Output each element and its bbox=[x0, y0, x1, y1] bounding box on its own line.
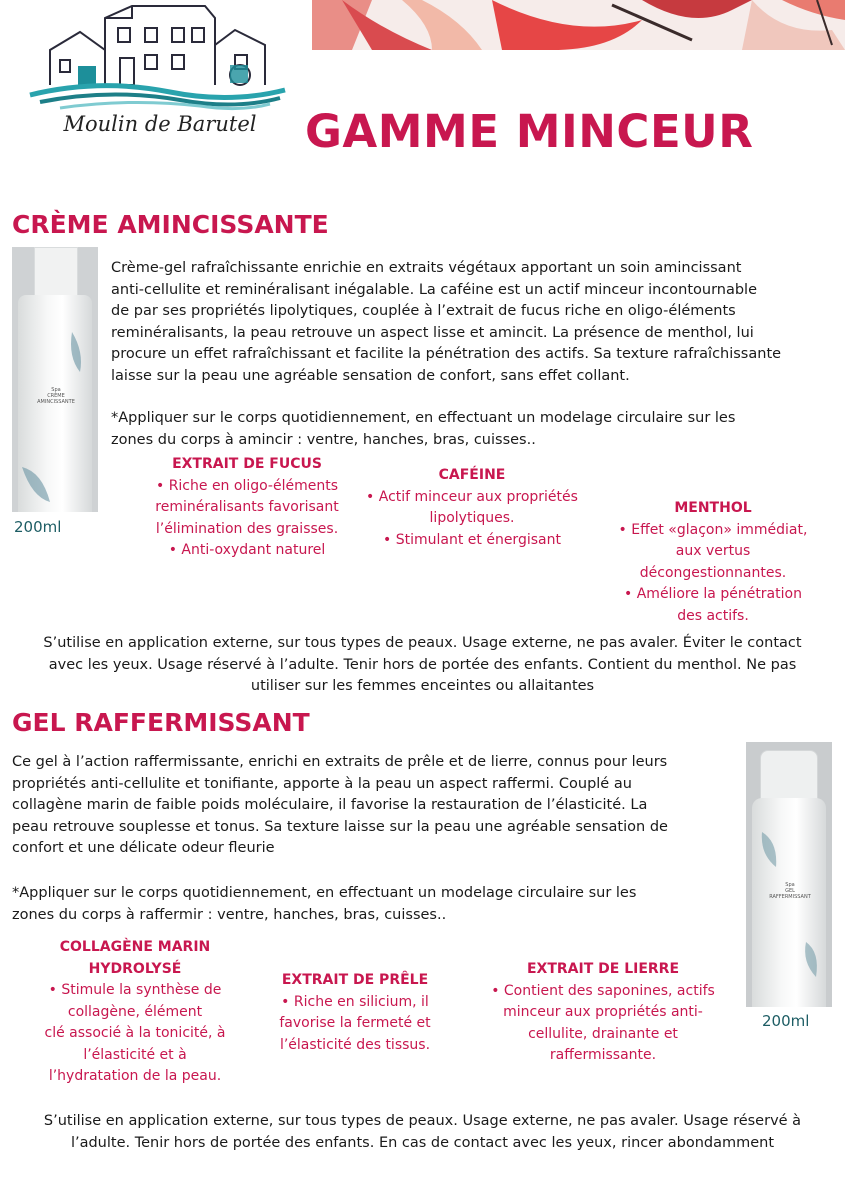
feature-line: l’hydratation de la peau. bbox=[48, 1068, 222, 1084]
description-line: confort et une délicate odeur fleurie bbox=[12, 840, 275, 856]
feature-line: cellulite, drainante et bbox=[528, 1025, 678, 1042]
usage-instructions bbox=[111, 408, 831, 451]
bottle-cap bbox=[760, 750, 818, 802]
feature-title: EXTRAIT DE FUCUS bbox=[172, 456, 322, 472]
feature-menthol bbox=[598, 498, 828, 627]
feature-line: • Améliore la pénétration bbox=[624, 586, 802, 602]
description-line: peau retrouve souplesse et tonus. Sa texture laisse sur la peau une agréable sensation de bbox=[12, 818, 668, 835]
label-line: RAFFERMISSANT bbox=[769, 894, 811, 900]
feature-line: l’élasticité des tissus. bbox=[279, 1036, 431, 1053]
feature-collagene bbox=[10, 937, 260, 1088]
feature-title: CAFÉINE bbox=[438, 467, 506, 483]
notice-line: S’utilise en application externe, sur tous types de peaux. Usage externe, ne pas avaler. Éviter le contact bbox=[43, 635, 802, 651]
safety-notice bbox=[0, 633, 845, 698]
bottle-label bbox=[28, 387, 84, 405]
feature-line: collagène, élément bbox=[67, 1003, 203, 1020]
usage-line: *Appliquer sur le corps quotidiennement, en effectuant un modelage circulaire sur les bbox=[12, 885, 637, 901]
notice-line: avec les yeux. Usage réservé à l’adulte. Tenir hors de portée des enfants. Contient du menthol. Ne pas bbox=[48, 656, 797, 673]
usage-line: *Appliquer sur le corps quotidiennement, en effectuant un modelage circulaire sur les bbox=[111, 410, 736, 426]
product-description bbox=[111, 258, 841, 387]
label-line: AMINCISSANTE bbox=[37, 399, 75, 405]
description-line: Ce gel à l’action raffermissante, enrichi en extraits de prêle et de lierre, connus pour leurs bbox=[12, 754, 668, 770]
feature-line: • Contient des saponines, actifs bbox=[491, 982, 715, 999]
usage-line: zones du corps à amincir : ventre, hanches, bras, cuisses.. bbox=[111, 431, 536, 448]
usage-line: zones du corps à raffermir : ventre, hanches, bras, cuisses.. bbox=[12, 906, 447, 923]
product-size: 200ml bbox=[762, 1012, 810, 1030]
safety-notice bbox=[0, 1111, 845, 1154]
product-title: GEL RAFFERMISSANT bbox=[12, 708, 310, 737]
feature-line: • Stimule la synthèse de bbox=[48, 982, 222, 998]
description-line: de par ses propriétés lipolytiques, couplée à l’extrait de fucus riche en oligo-éléments bbox=[111, 303, 736, 319]
product-size: 200ml bbox=[14, 518, 62, 536]
description-line: laisse sur la peau une agréable sensation de confort, sans effet collant. bbox=[111, 367, 630, 384]
feature-line: l’élimination des graisses. bbox=[155, 520, 339, 537]
feature-line: raffermissante. bbox=[549, 1047, 657, 1063]
feature-line: • Stimulant et énergisant bbox=[383, 531, 561, 548]
product-description bbox=[12, 752, 732, 860]
description-line: procure un effet rafraîchissant et facilite la pénétration des actifs. Sa texture rafraîchissante bbox=[111, 346, 782, 362]
label-brand: Spa bbox=[51, 387, 61, 393]
feature-line: favorise la fermeté et bbox=[279, 1015, 431, 1031]
bottle-label bbox=[762, 882, 818, 900]
notice-line: utiliser sur les femmes enceintes ou allaitantes bbox=[250, 678, 595, 694]
feature-prele bbox=[250, 970, 460, 1056]
feature-line: • Anti-oxydant naturel bbox=[168, 542, 326, 558]
label-brand: Spa bbox=[785, 882, 795, 888]
leaf-pattern bbox=[756, 832, 822, 982]
feature-line: • Actif minceur aux propriétés bbox=[366, 488, 578, 505]
description-line: propriétés anti-cellulite et tonifiante, apporte à la peau un aspect raffermi. Couplé au bbox=[12, 775, 632, 792]
feature-title: EXTRAIT DE PRÊLE bbox=[281, 972, 429, 988]
feature-title: EXTRAIT DE LIERRE bbox=[526, 961, 680, 977]
description-line: collagène marin de faible poids moléculaire, il favorise la restauration de l’élasticité. La bbox=[12, 797, 648, 813]
feature-line: minceur aux propriétés anti- bbox=[503, 1004, 703, 1020]
feature-line: l’élasticité et à bbox=[83, 1046, 187, 1063]
description-line: Crème-gel rafraîchissante enrichie en extraits végétaux apportant un soin amincissant bbox=[111, 260, 742, 276]
product-photo bbox=[12, 247, 98, 512]
notice-line: S’utilise en application externe, sur tous types de peaux. Usage externe, ne pas avaler. Usage réservé à bbox=[43, 1113, 802, 1129]
label-line: GEL bbox=[785, 888, 795, 894]
description-line: anti-cellulite et reminéralisant inégalable. La caféine est un actif minceur incontournable bbox=[111, 281, 758, 298]
feature-line: lipolytiques. bbox=[429, 510, 515, 526]
flower-decoration bbox=[312, 0, 845, 50]
feature-lierre bbox=[468, 959, 738, 1067]
feature-line: • Riche en silicium, il bbox=[281, 993, 429, 1010]
leaf-pattern bbox=[22, 332, 88, 507]
bottle-cap bbox=[34, 247, 78, 297]
feature-line: clé associé à la tonicité, à bbox=[44, 1025, 226, 1041]
feature-line: reminéralisants favorisant bbox=[155, 499, 339, 515]
usage-instructions bbox=[12, 883, 732, 926]
page-title: GAMME MINCEUR bbox=[305, 105, 754, 158]
feature-title: MENTHOL bbox=[674, 500, 752, 516]
logo-text: Moulin de Barutel bbox=[63, 112, 257, 136]
feature-line: aux vertus bbox=[675, 543, 751, 559]
feature-cafeine bbox=[337, 465, 607, 551]
label-line: CRÈME bbox=[47, 393, 65, 399]
notice-line: l’adulte. Tenir hors de portée des enfants. En cas de contact avec les yeux, rincer abondamment bbox=[70, 1134, 775, 1151]
feature-title: HYDROLYSÉ bbox=[88, 960, 182, 977]
description-line: reminéralisants, la peau retrouve un aspect lisse et amincit. La présence de menthol, lui bbox=[111, 324, 754, 341]
product-photo bbox=[746, 742, 832, 1007]
product-title: CRÈME AMINCISSANTE bbox=[12, 210, 329, 239]
feature-line: décongestionnantes. bbox=[639, 564, 787, 581]
feature-line: • Riche en oligo-éléments bbox=[155, 477, 339, 494]
feature-title: COLLAGÈNE MARIN bbox=[59, 939, 211, 955]
feature-line: • Effet «glaçon» immédiat, bbox=[618, 521, 808, 538]
feature-line: des actifs. bbox=[677, 607, 749, 624]
